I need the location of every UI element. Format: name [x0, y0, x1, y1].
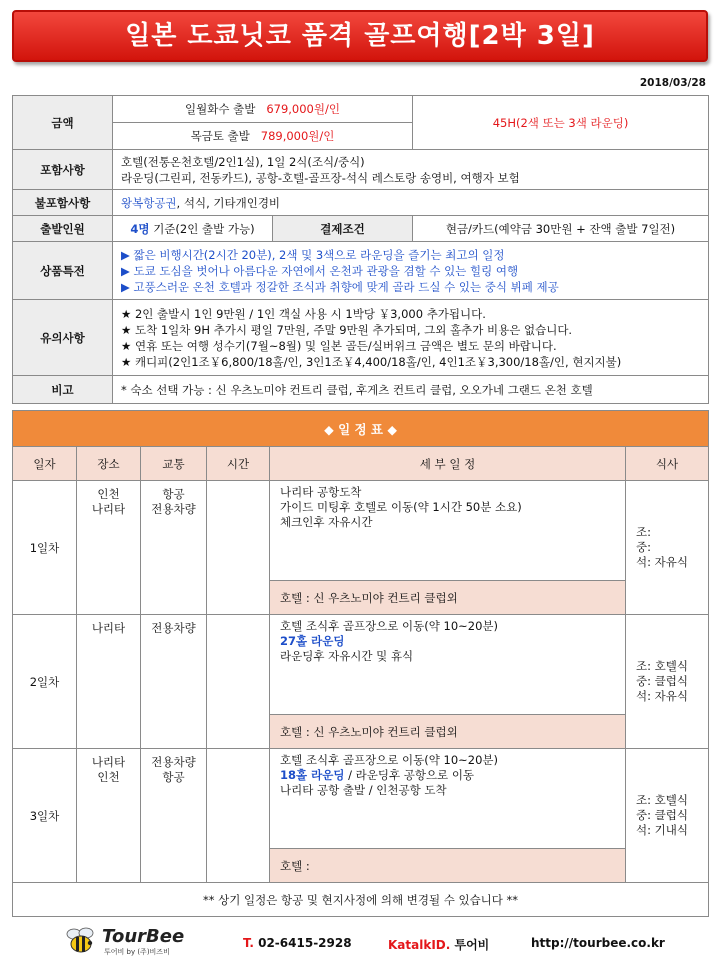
- itinerary-table: [12, 410, 709, 917]
- day-2-transport: 전용차량: [141, 615, 207, 749]
- price-label: 금액: [13, 96, 113, 150]
- itinerary-header: ◆ 일 정 표 ◆: [13, 411, 709, 447]
- footer: [0, 920, 720, 960]
- rounds-info: 45H(2색 또는 3색 라운딩): [413, 96, 709, 150]
- exclude-value: 왕복항공권, 석식, 기타개인경비: [113, 190, 709, 216]
- day-2-hotel: 호텔 : 신 우츠노미야 컨트리 클럽외: [270, 715, 626, 749]
- feature-item: ▶ 짧은 비행시간(2시간 20분), 2색 및 3색으로 라운딩을 즐기는 최고의 일정: [121, 247, 505, 262]
- day-3-round-highlight: 18홀 라운딩: [280, 768, 345, 782]
- notes-label: 유의사항: [13, 300, 113, 376]
- day-1-hotel: 호텔 : 신 우츠노미야 컨트리 클럽외: [270, 581, 626, 615]
- day-1-meals: 조: 중: 석: 자유식: [626, 481, 709, 615]
- exclude-label: 불포함사항: [13, 190, 113, 216]
- features-list: [113, 242, 709, 300]
- note-item: ★ 도착 1일차 9H 추가시 평일 7만원, 주말 9만원 추가되며, 그외 홀추가 비용은 없습니다.: [121, 322, 573, 337]
- payment-label: 결제조건: [273, 216, 413, 242]
- col-meals: 식사: [626, 447, 709, 481]
- footer-phone: T. 02-6415-2928: [243, 936, 352, 950]
- remark-label: 비고: [13, 376, 113, 404]
- day-2-details: 호텔 조식후 골프장으로 이동(약 10~20분) 27홀 라운딩 라운딩후 자유시간 및 휴식: [270, 615, 626, 715]
- day-3-place: 나리타 인천: [77, 749, 141, 883]
- payment-value: 현금/카드(예약금 30만원 + 잔액 출발 7일전): [413, 216, 709, 242]
- col-transport: 교통: [141, 447, 207, 481]
- footer-kakao: KatalkID. 투어비: [388, 938, 490, 952]
- product-info-table: [12, 95, 709, 404]
- notes-list: [113, 300, 709, 376]
- day-2-time: [207, 615, 270, 749]
- features-label: 상품특전: [13, 242, 113, 300]
- people-label: 출발인원: [13, 216, 113, 242]
- day-3-hotel: 호텔 :: [270, 849, 626, 883]
- itinerary-footnote: ** 상기 일정은 항공 및 현지사정에 의해 변경될 수 있습니다 **: [13, 883, 709, 917]
- day-1-time: [207, 481, 270, 615]
- price-weekday: 일월화수 출발 679,000원/인: [113, 96, 413, 123]
- note-item: ★ 연휴 또는 여행 성수기(7월~8월) 및 일본 골든/실버위크 금액은 별도 문의 바랍니다.: [121, 338, 557, 353]
- day-3-meals: 조: 호텔식 중: 클럽식 석: 기내식: [626, 749, 709, 883]
- day-2-place: 나리타: [77, 615, 141, 749]
- note-item: ★ 캐디피(2인1조￥6,800/18홀/인, 3인1조￥4,400/18홀/인, 4인1조￥3,300/18홀/인, 현지지불): [121, 354, 622, 369]
- price-weekend: 목금토 출발 789,000원/인: [113, 123, 413, 150]
- day-3-transport: 전용차량 항공: [141, 749, 207, 883]
- people-value: 4명 기준(2인 출발 가능): [113, 216, 273, 242]
- remark-value: * 숙소 선택 가능 : 신 우츠노미야 컨트리 클럽, 후게츠 컨트리 클럽, 오오가네 그랜드 온천 호텔: [113, 376, 709, 404]
- col-time: 시간: [207, 447, 270, 481]
- price-weekend-value: 789,000원/인: [260, 129, 335, 143]
- feature-item: ▶ 도쿄 도심을 벗어나 아름다운 자연에서 온천과 관광을 겸할 수 있는 힐링 여행: [121, 263, 519, 278]
- document-date: 2018/03/28: [639, 77, 706, 89]
- day-1-transport: 항공 전용차량: [141, 481, 207, 615]
- day-2-meals: 조: 호텔식 중: 클럽식 석: 자유식: [626, 615, 709, 749]
- day-2-label: 2일차: [13, 615, 77, 749]
- feature-item: ▶ 고풍스러운 온천 호텔과 정갈한 조식과 취향에 맞게 골라 드실 수 있는 중식 뷔페 제공: [121, 279, 559, 294]
- col-day: 일자: [13, 447, 77, 481]
- logo-name: TourBee: [102, 926, 185, 947]
- page-title-banner: [12, 10, 708, 62]
- logo-subtitle: 투어비 by (주)비즈비: [104, 948, 170, 956]
- col-place: 장소: [77, 447, 141, 481]
- page-title: 일본 도쿄닛코 품격 골프여행[2박 3일]: [125, 21, 595, 51]
- day-1-details: 나리타 공항도착 가이드 미팅후 호텔로 이동(약 1시간 50분 소요) 체크인후 자유시간: [270, 481, 626, 581]
- day-3-label: 3일차: [13, 749, 77, 883]
- price-weekday-value: 679,000원/인: [266, 102, 340, 116]
- include-label: 포함사항: [13, 150, 113, 190]
- tourbee-logo: [64, 924, 204, 960]
- note-item: ★ 2인 출발시 1인 9만원 / 1인 객실 사용 시 1박당 ￥3,000 추가됩니다.: [121, 306, 486, 321]
- day-3-details: 호텔 조식후 골프장으로 이동(약 10~20분) 18홀 라운딩 / 라운딩후 공항으로 이동 나리타 공항 출발 / 인천공항 도착: [270, 749, 626, 849]
- footer-url[interactable]: http://tourbee.co.kr: [531, 936, 665, 950]
- day-2-round-highlight: 27홀 라운딩: [280, 634, 345, 648]
- bee-icon: [64, 926, 100, 956]
- day-3-time: [207, 749, 270, 883]
- day-1-place: 인천 나리타: [77, 481, 141, 615]
- include-value: 호텔(전통온천호텔/2인1실), 1일 2식(조식/중식) 라운딩(그린피, 전동카드), 공항-호텔-골프장-석식 레스토랑 송영비, 여행자 보험: [113, 150, 709, 190]
- day-1-label: 1일차: [13, 481, 77, 615]
- col-details: 세 부 일 정: [270, 447, 626, 481]
